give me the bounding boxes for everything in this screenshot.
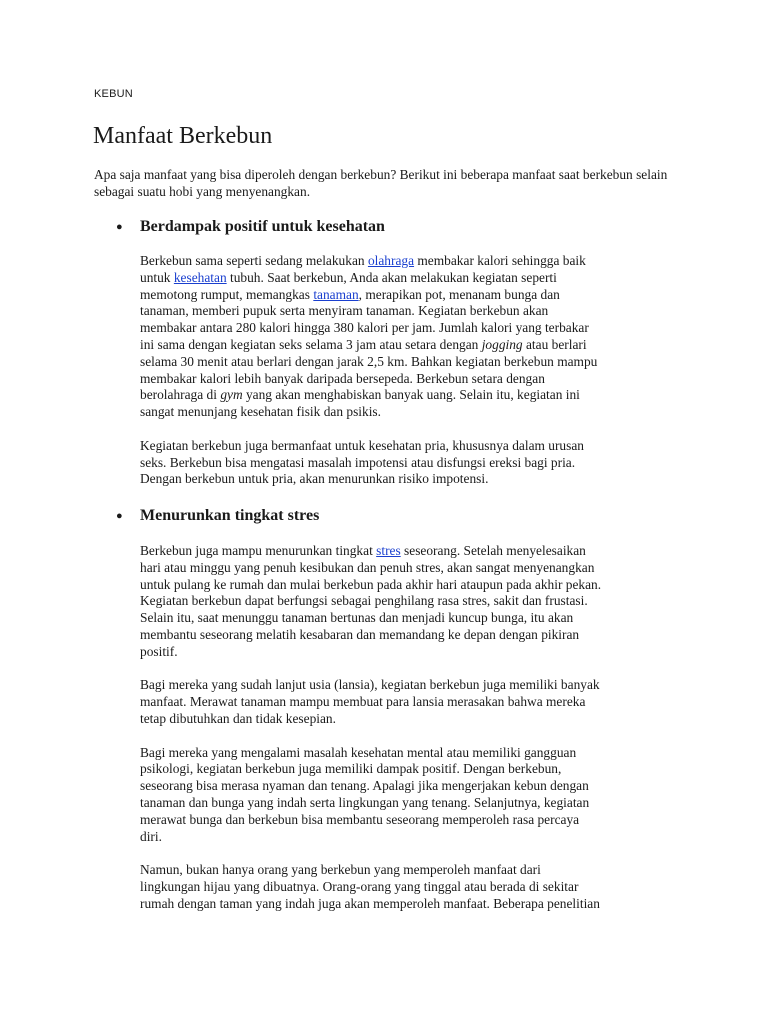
text-line: untuk kesehatan tubuh. Saat berkebun, Anda akan melakukan kegiatan seperti [140,269,557,285]
bullet-icon: ● [116,221,123,233]
link-olahraga[interactable]: olahraga [367,253,415,268]
text-line: Bagi mereka yang mengalami masalah kesehatan mental atau memiliki gangguan [140,744,577,760]
link-stres[interactable]: stres [376,543,401,558]
text-line: Dengan berkebun untuk pria, akan menurunkan risiko impotensi. [140,471,489,487]
text-line: tanaman dan bunga yang indah serta lingkungan yang tenang. Selanjutnya, kegiatan [140,794,590,810]
text-line: lingkungan hijau yang dibuatnya. Orang-orang yang tinggal atau berada di sekitar [140,878,579,894]
text-line: positif. [140,643,178,659]
text-line: merawat bunga dan berkebun bisa membantu seseorang memperoleh rasa percaya [140,811,580,827]
text-line: berolahraga di gym yang akan menghabiskan banyak uang. Selain itu, kegiatan ini [140,387,580,403]
section-heading-stres [116,507,319,525]
text-line: memotong rumput, memangkas tanaman, merapikan pot, menanam bunga dan [140,286,560,302]
text-line: Kegiatan berkebun juga bermanfaat untuk kesehatan pria, khususnya dalam urusan [140,437,584,453]
text-line: Selain itu, saat menunggu tanaman bertunas dan menjadi kuncup bunga, itu akan [140,610,574,626]
section-body-stres [140,543,675,913]
text-line: ini sama dengan kegiatan seks selama 3 jam atau setara dengan jogging atau berlari [140,336,587,352]
bullet-icon: ● [116,510,123,522]
text-line: membakar kalori lebih banyak daripada bersepeda. Berkebun setara dengan [140,370,545,386]
section-heading-label: Menurunkan tingkat stres [140,507,320,524]
section-body-kesehatan [140,253,675,488]
text-line: Berkebun juga mampu menurunkan tingkat stres seseorang. Setelah menyelesaikan [140,543,586,558]
text-line: tetap dibutuhkan dan tidak kesepian. [140,710,336,726]
text-line: tanaman, memberi pupuk serta menyiram tanaman. Kegiatan berkebun akan [140,303,549,319]
text-line: Namun, bukan hanya orang yang berkebun yang memperoleh manfaat dari [140,862,541,878]
section-heading-kesehatan [116,218,385,236]
section-heading-label: Berdampak positif untuk kesehatan [140,218,385,235]
text-line: rumah dengan taman yang indah juga akan memperoleh manfaat. Beberapa penelitian [140,895,600,911]
text-line: seseorang bisa merasa nyaman dan tenang. Apalagi jika mengerjakan kebun dengan [140,778,589,794]
italic-gym: gym [220,387,243,403]
text-line: manfaat. Merawat tanaman mampu membuat para lansia merasakan bahwa mereka [140,694,586,710]
text-line: hari atau minggu yang penuh kesibukan dan penuh stres, akan sangat menyenangkan [140,559,595,575]
text-line: sangat menunjang kesehatan fisik dan psikis. [140,404,381,420]
text-line: Berkebun sama seperti sedang melakukan olahraga membakar kalori sehingga baik [140,253,586,268]
text-line: untuk pulang ke rumah dan mulai berkebun pada akhir hari ataupun pada akhir pekan. [140,576,602,592]
document-label: KEBUN [94,88,133,100]
link-tanaman[interactable]: tanaman [313,286,359,302]
intro-paragraph: Apa saja manfaat yang bisa diperoleh dengan berkebun? Berikut ini beberapa manfaat saat berkebun selain sebagai suatu hobi yang menyenangkan. [94,167,668,199]
text-line: Kegiatan berkebun dapat berfungsi sebagai penghilang rasa stres, sakit dan frustasi. [140,593,588,609]
italic-jogging: jogging [481,336,523,352]
link-kesehatan[interactable]: kesehatan [173,269,227,285]
text-line: membakar antara 280 kalori hingga 380 kalori per jam. Jumlah kalori yang terbakar [140,320,589,336]
text-line: diri. [140,828,162,844]
text-line: seks. Berkebun bisa mengatasi masalah impotensi atau disfungsi ereksi bagi pria. [140,454,576,470]
text-line: psikologi, kegiatan berkebun juga memiliki dampak positif. Dengan berkebun, [140,761,562,777]
text-line: selama 30 menit atau berlari dengan jarak 2,5 km. Bahkan kegiatan berkebun mampu [140,353,598,369]
text-line: Bagi mereka yang sudah lanjut usia (lansia), kegiatan berkebun juga memiliki banyak [140,677,600,693]
text-line: membantu seseorang melatih kesabaran dan memandang ke depan dengan pikiran [140,626,580,642]
page-title: Manfaat Berkebun [93,123,273,149]
